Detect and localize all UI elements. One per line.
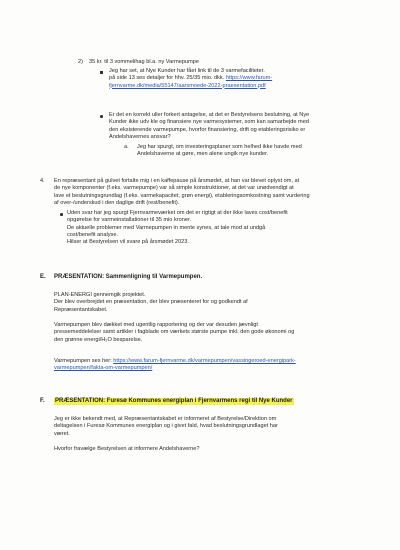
section-f-para1-line: deltagelsen i Furesø Kommunes energiplan og i givet fald, hvad beslutningsgrundlaget har (54, 423, 278, 430)
item-2-sub2-line2: Kunder ikke udv kle og finansiere nye varmesystemer, som kan samarbejde med (109, 119, 309, 126)
item-2-sub1-line2: på side 13 ses detaljer for hhv. 25/35 mio. dkk. (109, 75, 225, 82)
item-2-sub2-line1: Er det en korrekt uller forkert antagelse, at det er Bestyrelsens beslutning, at Nye (109, 112, 310, 118)
section-f-para1-line: Jeg er ikke bekendt med, at Repræsentantskabet er informeret af Bestyrelse/Direktion om (54, 416, 277, 422)
bullet-dot-icon (60, 213, 63, 216)
item-2-link-part2[interactable]: fjernvarme.dk/media/55147/aarsmoede-2022-praesentation.pdf (109, 82, 266, 89)
item-4-line: af over-/underskud i den daglige drift (rest/benefit). (54, 199, 180, 206)
item-2-sub1 (109, 68, 272, 90)
item-4-marker: 4. (40, 178, 45, 184)
item-2-marker: 2) (78, 59, 83, 65)
item-4-bullet-line: cost/benefit analyse. (67, 231, 118, 238)
section-e-para2 (54, 322, 294, 344)
item-4-line: de nye komponenter (f.eks. varmepumpe) var så simple konstruktioner, at det var unødvendigt at (54, 185, 294, 192)
item-4-bullet-line: opgørelse for varmeinstallationer til 35 mio kroner. (67, 217, 192, 224)
item-4-line: lave et beslutningsgrundlag (f.eks. varmekapacitet, grøn energi), etableringsomkostning samt vurdering (54, 192, 310, 199)
section-e-para3-row (54, 358, 296, 365)
section-e-para1-line: Der blev overbrejdet en præsentation, der blev præsenteret for og godkendt af (54, 299, 248, 306)
item-4-bullet-line: Hilser at Bestyrelsen vil svare på årsmødet 2023. (67, 239, 189, 246)
section-e-para1-line: PLAN-ENERGI gennemgik projektet. (54, 292, 146, 298)
item-2-sub3-marker: a. (124, 144, 129, 150)
section-f-para1 (54, 416, 278, 438)
section-e-para2-line: den grønne energi/H₂O besparelse. (54, 336, 143, 343)
section-f-label: F. (40, 398, 45, 404)
varmepumpe-link-part1[interactable]: https://www.farum-fjernvarme.dk/varmepumpen/vassingeroed-energipark- (113, 358, 296, 364)
bullet-square-icon (100, 71, 103, 74)
section-e-para2-line: Varmepumpen blev dækket med ugentlig rapportering og der var desuden jævnligt (54, 322, 258, 328)
item-4-bullet-line: De aktuelle problemer med Varmepumpen in mente synes, at tale mod at undgå (67, 224, 266, 231)
item-2-sub1-line2-row (109, 75, 272, 82)
item-4-bullet-line: Uden svar har jeg spurgt Fjernvarmeværket om det er rigtigt at der ikke laves cost/benefit (67, 210, 288, 216)
item-4-bullet (67, 210, 288, 246)
item-2-sub3-line2: Andelshaverne at gøre, men alene ungik nye kunder. (137, 151, 269, 158)
varmepumpe-link-part2[interactable]: varmepumpen/fakta-om-varmepumpen/ (54, 365, 153, 372)
item-2-sub2-line4: Andelshavernes ansvar? (109, 133, 171, 140)
item-4-line: En repræsentant på gulvet fortalte mig i en kaffepause på årsmødet, at han var blevet oplyst om, at (54, 178, 300, 184)
item-2-link-part1[interactable]: https://www.farum- (225, 75, 273, 82)
section-e-para3-text: Varmepumpen ses her: (54, 358, 112, 364)
item-4-body (54, 178, 310, 207)
bullet-dot-icon (100, 115, 103, 118)
item-2-heading: 35 kr. til 3 vommelihag bl.a. ny Varmepumpe (89, 59, 199, 65)
section-e-para2-line: pressemeddelelser samt artikler i fagblade om værkets største pumpe inkl. den gode økonomi og (54, 329, 295, 336)
item-2-sub3 (137, 144, 302, 159)
section-f-para1-line: været. (54, 430, 70, 437)
item-2-sub2 (109, 112, 309, 141)
section-e-label: E. (40, 274, 46, 280)
section-f-para2: Hvorfor fravælge Bestyrelsen at informere Andelshaverne? (54, 446, 200, 452)
item-2-sub3-line1: Jeg har spurgt, om investeringsplaner som helhed ikke havde med (137, 144, 302, 150)
section-e-para1-line: Repræsentantskabet. (54, 306, 108, 313)
item-2-sub2-line3: den eksisterende varmepumpe, hvorfor finansiering, drift og etableringsrisiko er (109, 126, 306, 133)
section-e-para1 (54, 292, 248, 314)
section-e-para3 (54, 358, 296, 373)
section-f-heading: PRÆSENTATION: Furesø Kommunes energiplan i Fjernvarmens regi til Nye Kunder (55, 398, 293, 404)
section-e-heading: PRÆSENTATION: Sammenligning til Varmepumpen. (54, 274, 203, 280)
item-2-sub1-line1: Jeg har set, at Nye Kunder har fået link til de 3 varmefaciliteter. (109, 68, 265, 74)
